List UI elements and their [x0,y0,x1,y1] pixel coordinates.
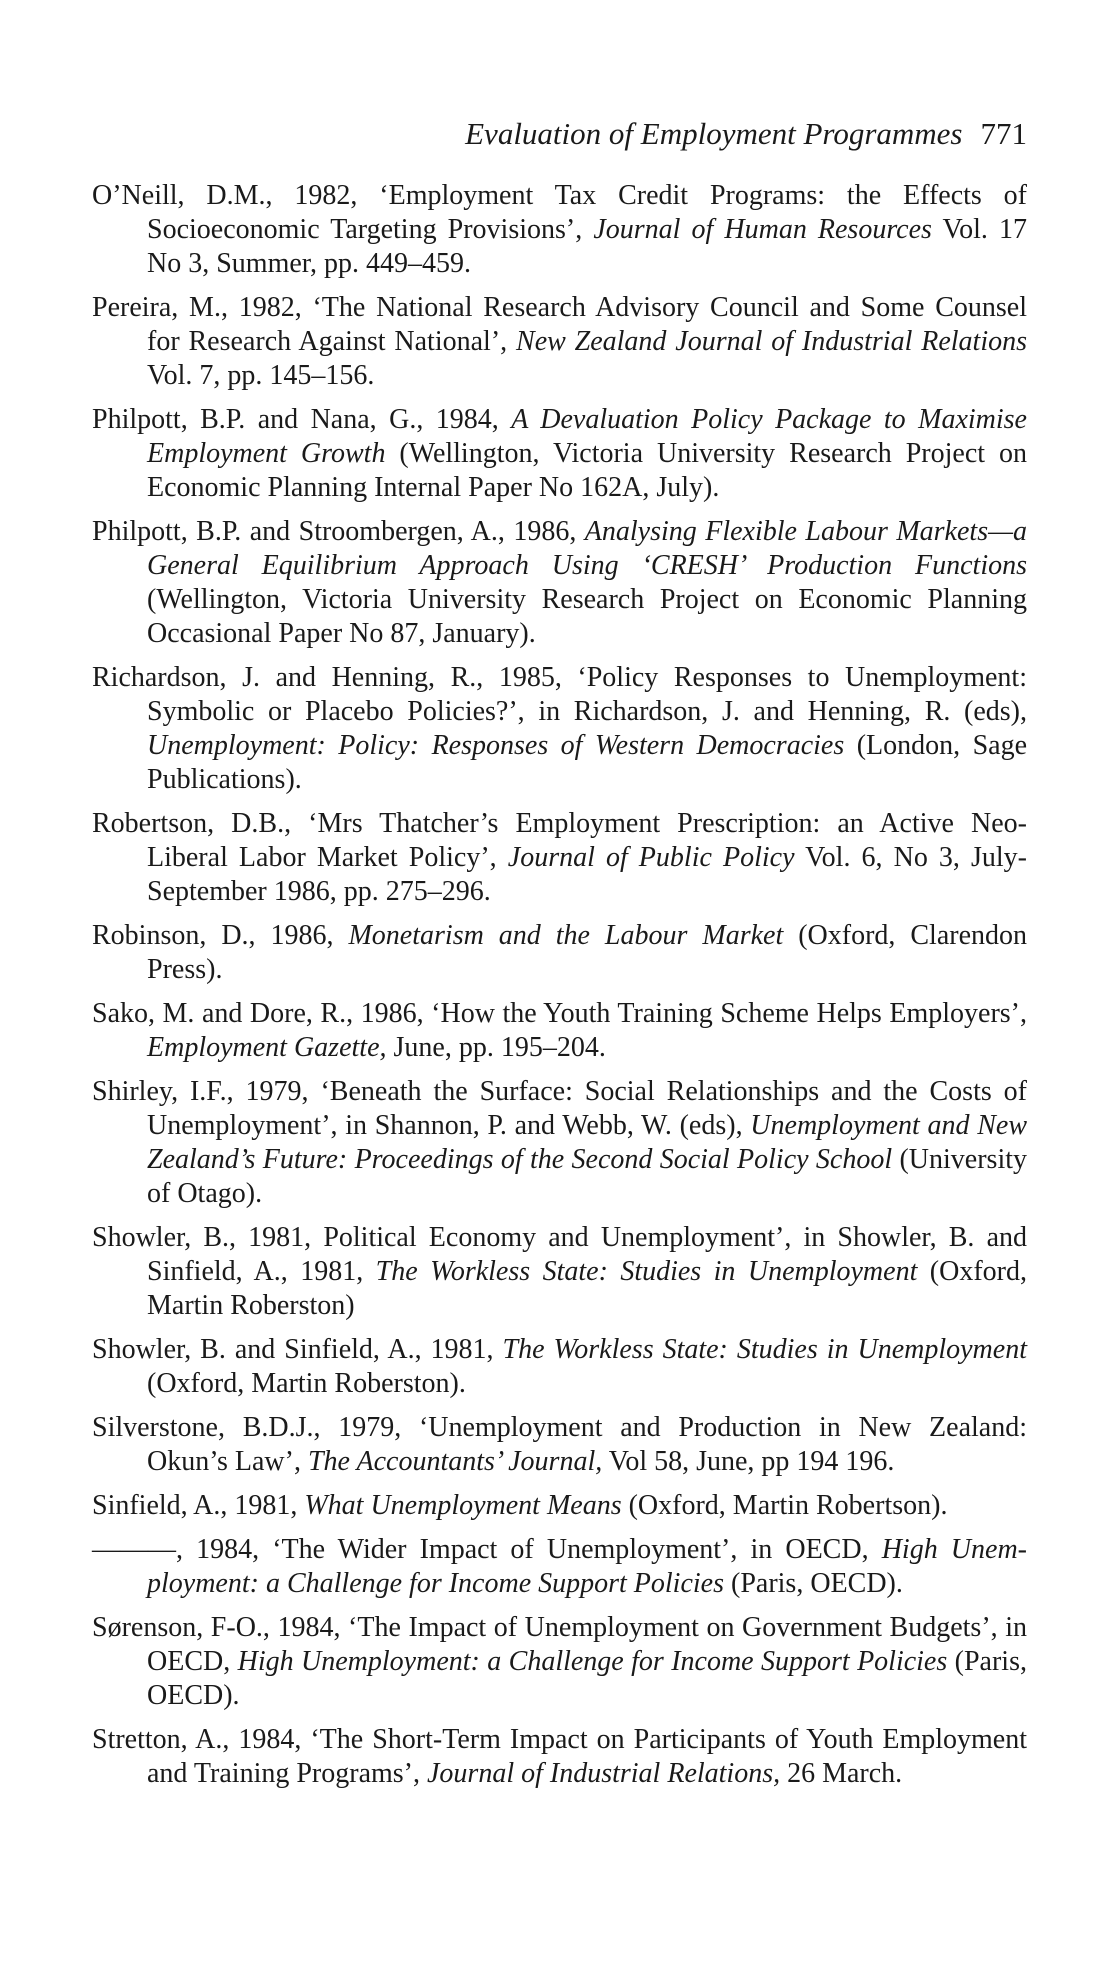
reference-text: Shirley, I.F., 1979, ‘Beneath the Surface: Social Relationships and the Costs of Unemployment’, in Shannon, P. and Webb, W. (eds), [92,1076,1027,1141]
reference-entry [92,807,1027,909]
reference-text: (London, Sage Publications). [147,730,1027,795]
reference-text: (Oxford, Martin Roberston). [147,1368,466,1399]
reference-text: Vol. 6, No 3, July-September 1986, pp. 275–296. [147,842,1028,907]
reference-entry [92,1333,1027,1401]
reference-text: (Wellington, Victoria University Research Project on Economic Planning Internal Paper No 162A, July). [147,438,1027,503]
reference-title: What Unemployment Means [304,1490,622,1521]
reference-text: (Paris, OECD). [724,1568,903,1599]
reference-entry [92,1411,1027,1479]
reference-text: Richardson, J. and Henning, R., 1985, ‘Policy Responses to Unemployment: Symbolic or Placebo Policies?’, in Richardson, J. and Henning, R. (eds), [92,662,1027,727]
reference-title: New Zealand Journal of Industrial Relations [516,326,1027,357]
reference-text: Vol. 17 No 3, Summer, pp. 449–459. [147,214,1027,279]
reference-title: High Unemployment: a Challenge for Income Support Policies [147,1534,1027,1599]
reference-text: Sako, M. and Dore, R., 1986, ‘How the Youth Training Scheme Helps Employers’, [92,998,1027,1029]
reference-title: A Devaluation Policy Package to Maximise Employment Growth [147,404,1027,469]
reference-text: O’Neill, D.M., 1982, ‘Employment Tax Credit Programs: the Effects of Socioeconomic Targeting Provisions’, [92,180,1027,245]
reference-entry [92,997,1027,1065]
reference-title: The Workless State: Studies in Unemployment [375,1256,918,1287]
reference-title: The Workless State: Studies in Unemployment [502,1334,1027,1365]
reference-entry [92,1489,1027,1523]
reference-entry [92,1533,1027,1601]
reference-text: Philpott, B.P. and Stroombergen, A., 1986, [92,516,585,547]
reference-text: Pereira, M., 1982, ‘The National Research Advisory Council and Some Counsel for Research Against National’, [92,292,1027,357]
reference-entry [92,1723,1027,1791]
reference-text: 26 March. [780,1758,903,1789]
reference-entry [92,1221,1027,1323]
reference-entry [92,179,1027,281]
reference-title: The Accountants’ Journal, [307,1446,603,1477]
reference-text: (University of Otago). [147,1144,1028,1209]
reference-text: Sørenson, F-O., 1984, ‘The Impact of Unemployment on Government Budgets’, in OECD, [92,1612,1027,1677]
reference-entry [92,403,1027,505]
reference-title: Employment Gazette, [147,1032,387,1063]
reference-list [92,179,1027,1801]
reference-text: Vol. 7, pp. 145–156. [147,360,375,391]
running-title: Evaluation of Employment Programmes [465,116,963,151]
reference-title: High Unemployment: a Challenge for Income Support Policies [237,1646,948,1677]
reference-text: (Oxford, Clarendon Press). [147,920,1028,985]
reference-entry [92,291,1027,393]
running-head [92,116,1027,152]
reference-title: Unemployment: Policy: Responses of Western Democracies [147,730,845,761]
reference-text: (Oxford, Martin Robertson). [621,1490,948,1521]
reference-title: Journal of Industrial Relations, [427,1758,781,1789]
reference-title: Unemployment and New Zealand’s Future: Proceedings of the Second Social Policy School [147,1110,1027,1175]
reference-entry [92,1611,1027,1713]
reference-text: Robinson, D., 1986, [92,920,349,951]
reference-text: June, pp. 195–204. [386,1032,606,1063]
reference-text: (Wellington, Victoria University Research Project on Economic Planning Occasional Paper No 87, January). [147,584,1027,649]
reference-text: Silverstone, B.D.J., 1979, ‘Unemployment and Production in New Zealand: Okun’s Law’, [92,1412,1027,1477]
reference-text: Showler, B., 1981, Political Economy and Unemployment’, in Showler, B. and Sinfield, A., 1981, [92,1222,1027,1287]
reference-text: Robertson, D.B., ‘Mrs Thatcher’s Employment Prescription: an Active Neo-Liberal Labor Market Policy’, [92,808,1027,873]
reference-text: (Paris, OECD). [147,1646,1027,1711]
reference-text: Sinfield, A., 1981, [92,1490,305,1521]
reference-title: Journal of Public Policy [507,842,795,873]
reference-title: Analysing Flexible Labour Markets—a General Equilibrium Approach Using ‘CRESH’ Production Functions [147,516,1027,581]
reference-entry [92,1075,1027,1211]
reference-text: Stretton, A., 1984, ‘The Short-Term Impact on Participants of Youth Employment and Training Programs’, [92,1724,1027,1789]
reference-entry [92,919,1027,987]
page-number: 771 [980,116,1027,151]
reference-text: Showler, B. and Sinfield, A., 1981, [92,1334,503,1365]
reference-title: Monetarism and the Labour Market [348,920,784,951]
reference-text: Philpott, B.P. and Nana, G., 1984, [92,404,512,435]
reference-text: ———, 1984, ‘The Wider Impact of Unemployment’, in OECD, [92,1534,882,1565]
reference-text: Vol 58, June, pp 194 196. [602,1446,895,1477]
reference-title: Journal of Human Resources [593,214,932,245]
reference-text: (Oxford, Martin Roberston) [147,1256,1027,1321]
reference-entry [92,661,1027,797]
reference-entry [92,515,1027,651]
